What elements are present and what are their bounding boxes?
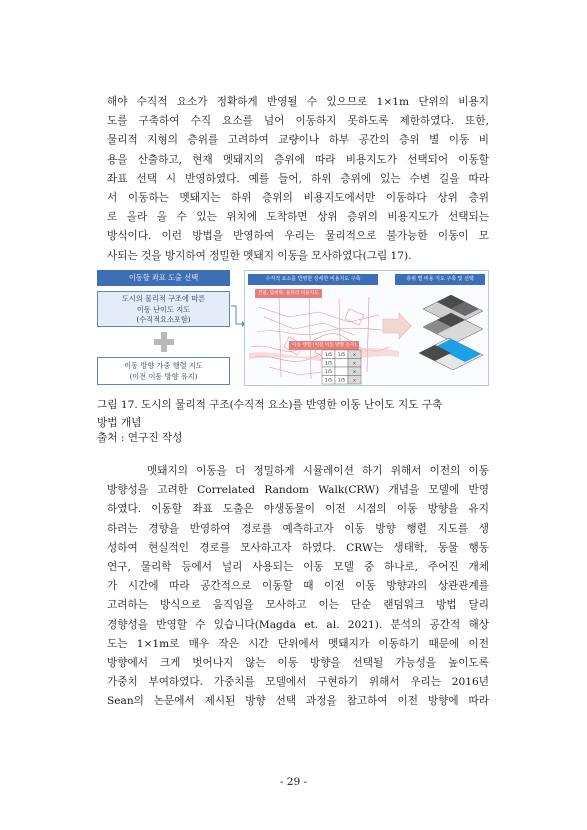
figure-box-sub-line: (이전 이동 방향 유지) bbox=[129, 372, 198, 381]
text-line: 사되는 것을 방지하여 정밀한 멧돼지 이동을 모사하였다(그림 17). bbox=[107, 249, 412, 262]
plus-icon bbox=[151, 330, 177, 354]
text-line: 고려하는 방식으로 움직임을 모사하고 이는 단순 랜덤워크 방법 달리 bbox=[107, 599, 489, 612]
panel-header-left: 수직적 요소를 반영한 상세한 비용지도 구축 bbox=[248, 274, 378, 285]
text-line: Sean의 논문에서 제시된 방향 선택 과정을 참고하여 이전 방향에 따라 bbox=[107, 695, 489, 708]
text-line: 하였다. 이동할 좌표 도출은 야생동물이 이전 시점의 이동 방향을 유지 bbox=[107, 503, 489, 516]
matrix-cell-label: 1/5 bbox=[337, 352, 346, 358]
figure-right-panel bbox=[244, 270, 489, 386]
text-line: 방향성을 고려한 Correlated Random Walk(CRW) 개념을 모델에 반영 bbox=[107, 484, 489, 497]
figure-box-main-line: 도시의 물리적 구조에 따른 bbox=[121, 294, 206, 303]
matrix-cell-label: x bbox=[353, 352, 356, 358]
figure-17 bbox=[97, 266, 489, 388]
page-number: - 29 - bbox=[279, 776, 308, 788]
matrix-cell-label: 1/5 bbox=[337, 378, 346, 384]
figure-source: 출처 : 연구진 작성 bbox=[97, 432, 183, 444]
text-line: 멧돼지의 이동을 더 정밀하게 시뮬레이션 하기 위해서 이전의 이동 bbox=[147, 465, 489, 477]
matrix-cell-label: 1/5 bbox=[324, 352, 333, 358]
caption-line: 방법 개념 bbox=[97, 417, 142, 429]
body-paragraph-1 bbox=[107, 93, 489, 266]
layered-cost-grids bbox=[413, 287, 489, 385]
text-line: 방식이다. 이런 방법을 반영하여 우리는 물리적으로 불가능한 이동이 모 bbox=[107, 230, 489, 243]
text-line: 도를 구축하여 수직 요소를 넘어 이동하지 못하도록 제한하였다. 또한, bbox=[107, 115, 489, 128]
text-line: 좌표 선택 시 반영하였다. 예를 들어, 하위 층위에 있는 수변 길을 따라 bbox=[107, 172, 489, 185]
text-line: 용을 산출하고, 현재 멧돼지의 층위에 따라 비용지도가 선택되어 이동할 bbox=[107, 153, 489, 166]
matrix-cell-label: 1/5 bbox=[324, 369, 333, 375]
text-line: 방향에서 크게 벗어나지 않는 이동 방향을 선택될 가능성을 높이도록 bbox=[107, 657, 489, 670]
text-line: 도는 1×1m로 매우 작은 시간 단위에서 멧돼지가 이동하기 때문에 이전 bbox=[107, 637, 489, 650]
text-line: 연구, 물리학 등에서 널리 사용되는 이동 모델 중 하나로, 주어진 개체 bbox=[107, 561, 489, 574]
figure-box-main bbox=[97, 291, 230, 327]
figure-box-main-line: 이동 난이도 지도 bbox=[136, 304, 191, 314]
text-line: 로 올라 올 수 있는 위치에 도착하면 상위 층위의 비용지도가 선택되는 bbox=[107, 211, 489, 224]
matrix-cell bbox=[335, 359, 348, 368]
figure-caption bbox=[97, 396, 489, 432]
caption-line: 그림 17. 도시의 물리적 구조(수직적 요소)를 반영한 이동 난이도 지도 구축 bbox=[97, 399, 443, 411]
text-line: 서 이동하는 멧돼지는 하위 층위의 비용지도에서만 이동하다 상위 층위 bbox=[107, 192, 489, 205]
figure-box-sub bbox=[97, 357, 230, 385]
tag-top: 건물, 담벼락, 울타리 비용지도 bbox=[255, 289, 322, 298]
matrix-cell-label: 1/5 bbox=[324, 378, 333, 384]
matrix-cell-label: 1/5 bbox=[324, 361, 333, 367]
matrix-cell bbox=[335, 367, 348, 376]
text-line: 해야 수직적 요소가 정확하게 반영될 수 있으므로 1×1m 단위의 비용지 bbox=[107, 96, 489, 108]
matrix-cell-label: x bbox=[353, 378, 356, 384]
text-line: 하려는 경향을 반영하여 경로를 예측하고자 이동 방향 행렬 지도를 생 bbox=[107, 522, 489, 535]
text-line: 경향성을 반영할 수 있습니다(Magda et. al. 2021). 분석의 공간적 해상 bbox=[107, 618, 489, 631]
body-paragraph-2 bbox=[107, 462, 489, 712]
layer-select-arrow-icon bbox=[379, 309, 413, 343]
text-line: 성하여 현실적인 경로를 모사하고자 하였다. CRW는 생태학, 동물 행동 bbox=[107, 541, 489, 554]
direction-matrix bbox=[321, 349, 363, 385]
text-line: 가 시간에 따라 공간적으로 이동할 때 이전 이동 방향과의 상관관계를 bbox=[107, 580, 489, 593]
figure-box-main-line: (수직적요소포함) bbox=[136, 315, 191, 325]
tag-bottom: 이동 행렬 (이전 이동 방향 유지) bbox=[289, 341, 359, 350]
panel-header-right: 층위 별 비용 지도 구축 및 선택 bbox=[395, 274, 485, 285]
figure-box-title: 이동할 좌표 도출 선택 bbox=[97, 270, 230, 286]
matrix-cell-label: x bbox=[353, 369, 356, 375]
figure-box-sub-line: 이동 방향 가중 행렬 지도 bbox=[124, 361, 203, 370]
text-line: 물리적 지형의 층위를 고려하여 교량이나 하부 공간의 층위 별 이동 비 bbox=[107, 134, 489, 147]
text-line: 가중치 부여하였다. 가중치를 모델에서 구현하기 위해서 우리는 2016년 bbox=[107, 676, 489, 689]
matrix-cell-label: x bbox=[353, 361, 356, 367]
